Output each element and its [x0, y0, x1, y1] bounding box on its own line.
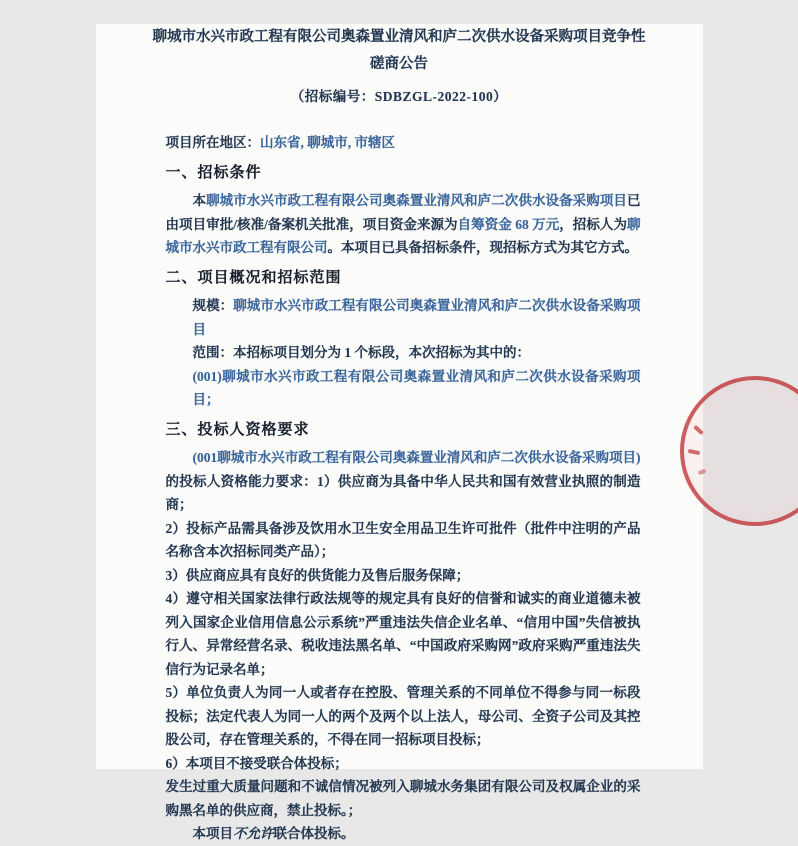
- text-run: (001)聊城市水兴市政工程有限公司奥森置业清风和庐二次供水设备采购项目；: [193, 369, 641, 408]
- seal-glyph-mark: [687, 449, 700, 455]
- text-run: (001聊城市水兴市政工程有限公司奥森置业清风和庐二次供水设备采购项目): [193, 450, 641, 465]
- text-run: 3）供应商应具有良好的供货能力及售后服务保障；: [166, 568, 470, 583]
- text-run: 不允许: [233, 826, 274, 841]
- text-run: 聊城市水兴市政工程有限公司奥森置业清风和庐二次供水设备采购项目: [193, 298, 641, 337]
- doc-paragraph: [193, 341, 641, 365]
- section-2-heading: [166, 267, 641, 291]
- text-run: 本: [193, 193, 207, 208]
- doc-paragraph: [166, 587, 641, 681]
- text-run: 聊城市水兴市政工程有限公司奥森置业清风和庐二次供水设备采购项目: [206, 193, 627, 208]
- red-seal-stamp: [680, 376, 798, 526]
- project-location-line: [166, 131, 641, 155]
- document-page: [96, 24, 703, 769]
- text-run: 4）遵守相关国家法律行政法规等的规定具有良好的信誉和诚实的商业道德未被列入国家企业信用信息公示系统”严重违法失信企业名单、“信用中国”失信被执行人、异常经营名录、税收违法黑名单、“中国政府采购网”政府采购严重违法失信行为记录名单；: [166, 591, 641, 677]
- text-run: 一、招标条件: [166, 165, 262, 181]
- document-body: [166, 131, 641, 846]
- doc-paragraph: [166, 517, 641, 564]
- text-run: 5）单位负责人为同一人或者存在控股、管理关系的不同单位不得参与同一标段投标；法定代表人为同一人的两个及两个以上法人，母公司、全资子公司及其控股公司，存在管理关系的，不得在同一招标项目投标；: [166, 685, 641, 747]
- doc-paragraph: [193, 365, 641, 412]
- tender-number: （招标编号：SDBZGL-2022-100）: [96, 85, 703, 105]
- text-run: 规模：: [193, 298, 234, 313]
- text-run: 项目所在地区：: [166, 135, 261, 150]
- seal-glyph-mark: [693, 425, 704, 435]
- text-run: 本项目: [193, 826, 234, 841]
- doc-paragraph: [166, 775, 641, 822]
- text-run: 联合体投标。: [274, 826, 355, 841]
- doc-paragraph: [166, 822, 641, 846]
- text-run: 已由项目审批/核准/备案机关批准，项目资金来源为: [166, 193, 641, 232]
- document-title: 聊城市水兴市政工程有限公司奥森置业清风和庐二次供水设备采购项目竞争性磋商公告: [147, 24, 652, 78]
- text-run: 三、投标人资格要求: [166, 422, 310, 438]
- text-run: 本招标项目划分为 1 个标段，本次招标为其中的：: [233, 345, 530, 360]
- text-run: 聊城市水兴市政工程有限公司: [166, 217, 641, 256]
- doc-paragraph: [166, 189, 641, 260]
- doc-paragraph: [193, 294, 641, 341]
- text-run: 山东省, 聊城市, 市辖区: [260, 135, 395, 150]
- text-run: 自筹资金 68 万元: [458, 217, 560, 232]
- text-run: 2）投标产品需具备涉及饮用水卫生安全用品卫生许可批件（批件中注明的产品名称含本次招标同类产品）；: [166, 521, 641, 560]
- seal-glyph-mark: [697, 469, 706, 475]
- doc-paragraph: [166, 446, 641, 517]
- section-3-heading: [166, 419, 641, 443]
- text-run: 。本项目已具备招标条件，现招标方式为其它方式。: [328, 240, 639, 255]
- text-run: 二、项目概况和招标范围: [166, 270, 342, 286]
- doc-paragraph: [166, 564, 641, 588]
- text-run: 的投标人资格能力要求：1）供应商为具备中华人民共和国有效营业执照的制造商；: [166, 474, 641, 513]
- text-run: ，招标人为: [559, 217, 627, 232]
- section-1-heading: [166, 162, 641, 186]
- text-run: 发生过重大质量问题和不诚信情况被列入聊城水务集团有限公司及权属企业的采购黑名单的供应商，禁止投标。；: [166, 779, 641, 818]
- text-run: 范围：: [193, 345, 234, 360]
- doc-paragraph: [166, 681, 641, 752]
- doc-paragraph: [166, 752, 641, 776]
- text-run: 6）本项目不接受联合体投标；: [166, 756, 348, 771]
